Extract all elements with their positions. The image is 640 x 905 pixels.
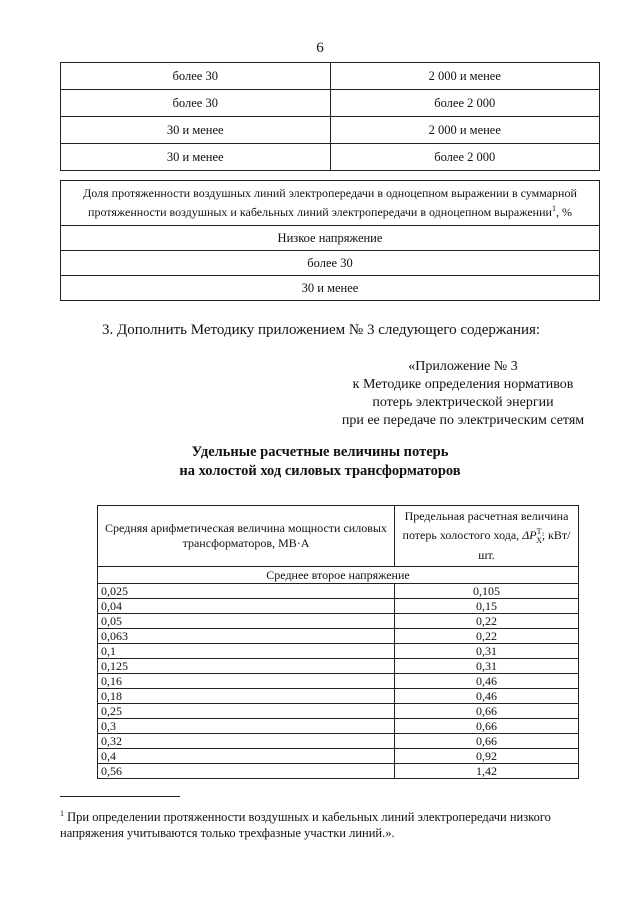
table-row xyxy=(61,117,600,144)
section-title xyxy=(0,443,640,481)
power-cell: 0,56 xyxy=(98,764,395,779)
power-column-header: Средняя арифметическая величина мощности силовых трансформаторов, МВ·А xyxy=(98,506,395,567)
power-cell: 0,04 xyxy=(98,599,395,614)
loss-unit: , кВт/шт. xyxy=(478,528,571,562)
power-cell: 0,16 xyxy=(98,674,395,689)
table-row xyxy=(98,614,579,629)
header-text: Доля протяженности воздушных линий электропередачи в одноцепном выражении в суммарной протяженности воздушных и кабельных линий электропередачи в одноцепном выражении xyxy=(83,186,577,219)
power-cell: 0,063 xyxy=(98,629,395,644)
table-cell: 30 и менее xyxy=(61,117,331,144)
table-cell: Низкое напряжение xyxy=(61,226,600,251)
loss-cell: 0,105 xyxy=(395,584,579,599)
appendix-line: потерь электрической энергии xyxy=(372,395,554,410)
loss-cell: 0,46 xyxy=(395,689,579,704)
loss-cell: 0,31 xyxy=(395,644,579,659)
table-row xyxy=(98,764,579,779)
appendix-line: к Методике определения нормативов xyxy=(352,377,574,392)
table-header-row xyxy=(98,506,579,567)
table-cell: более 2 000 xyxy=(330,144,600,171)
loss-cell: 0,15 xyxy=(395,599,579,614)
power-cell: 0,125 xyxy=(98,659,395,674)
table-row xyxy=(98,659,579,674)
table-cell: 2 000 и менее xyxy=(330,63,600,90)
table-row xyxy=(98,719,579,734)
voltage-length-table xyxy=(60,62,600,171)
power-cell: 0,32 xyxy=(98,734,395,749)
table-row xyxy=(61,144,600,171)
overhead-share-table xyxy=(60,180,600,301)
power-cell: 0,3 xyxy=(98,719,395,734)
table-row xyxy=(61,63,600,90)
table-cell: более 2 000 xyxy=(330,90,600,117)
loss-cell: 0,66 xyxy=(395,734,579,749)
amendment-paragraph: 3. Дополнить Методику приложением № 3 следующего содержания: xyxy=(102,322,541,338)
table-row xyxy=(98,584,579,599)
footnote-mark: 1 xyxy=(551,204,556,213)
table-row xyxy=(98,704,579,719)
header-unit: , % xyxy=(555,205,572,219)
loss-cell: 0,66 xyxy=(395,719,579,734)
title-line: Удельные расчетные величины потерь xyxy=(191,444,449,460)
power-cell: 0,18 xyxy=(98,689,395,704)
power-cell: 0,025 xyxy=(98,584,395,599)
table-cell: 30 и менее xyxy=(61,144,331,171)
overhead-share-header xyxy=(61,181,600,226)
table-row xyxy=(98,644,579,659)
table-row xyxy=(98,629,579,644)
table-row xyxy=(98,749,579,764)
table-row xyxy=(61,90,600,117)
title-line: на холостой ход силовых трансформаторов xyxy=(179,463,461,479)
table-cell: 2 000 и менее xyxy=(330,117,600,144)
loss-header-text: Предельная расчетная величина потерь холостого хода, xyxy=(402,509,569,543)
transformer-losses-table xyxy=(97,505,579,779)
footnote xyxy=(60,806,590,841)
loss-symbol-sup: Т₂ xyxy=(536,527,545,537)
table-row xyxy=(98,599,579,614)
table-row xyxy=(98,734,579,749)
table-cell: более 30 xyxy=(61,63,331,90)
table-row xyxy=(98,674,579,689)
footnote-mark: 1 xyxy=(60,809,64,818)
loss-cell: 0,92 xyxy=(395,749,579,764)
loss-symbol-sub: X xyxy=(536,535,543,545)
table-header-row xyxy=(61,181,600,226)
footnote-divider xyxy=(60,796,180,797)
power-cell: 0,05 xyxy=(98,614,395,629)
loss-cell: 1,42 xyxy=(395,764,579,779)
table-row xyxy=(98,689,579,704)
appendix-line: «Приложение № 3 xyxy=(408,359,518,374)
page-number: 6 xyxy=(316,40,324,56)
loss-cell: 0,31 xyxy=(395,659,579,674)
table-cell: более 30 xyxy=(61,251,600,276)
loss-cell: 0,22 xyxy=(395,614,579,629)
loss-cell: 0,66 xyxy=(395,704,579,719)
power-cell: 0,1 xyxy=(98,644,395,659)
voltage-subheader: Среднее второе напряжение xyxy=(98,567,579,584)
loss-column-header xyxy=(395,506,579,567)
table-row xyxy=(61,251,600,276)
table-subheader-row xyxy=(98,567,579,584)
loss-cell: 0,22 xyxy=(395,629,579,644)
footnote-text: При определении протяженности воздушных и кабельных линий электропередачи низкого напряжения учитываются только трехфазные участки линий.». xyxy=(60,810,551,841)
table-row xyxy=(61,226,600,251)
table-cell: 30 и менее xyxy=(61,276,600,301)
table-row xyxy=(61,276,600,301)
table-cell: более 30 xyxy=(61,90,331,117)
power-cell: 0,25 xyxy=(98,704,395,719)
appendix-heading xyxy=(328,358,598,430)
power-cell: 0,4 xyxy=(98,749,395,764)
loss-cell: 0,46 xyxy=(395,674,579,689)
appendix-line: при ее передаче по электрическим сетям xyxy=(341,413,585,428)
loss-symbol: ΔP xyxy=(522,528,537,543)
